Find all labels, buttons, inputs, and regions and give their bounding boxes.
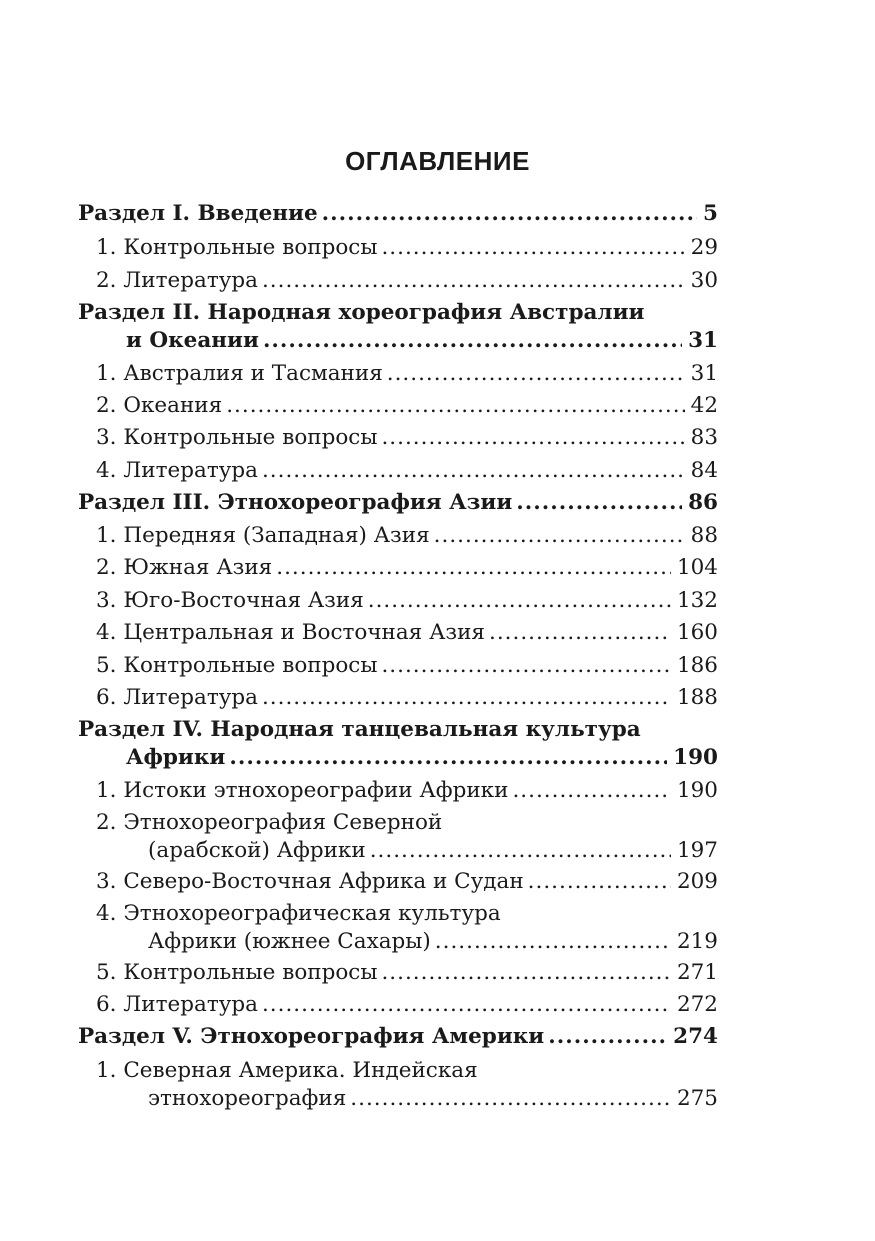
toc-page-number: 197 [676,838,718,863]
toc-entry-title: (арабской) Африки [148,838,366,863]
dot-leader [350,1083,671,1115]
dot-leader [262,682,671,714]
dot-leader [516,487,682,519]
toc-page-number: 275 [676,1086,718,1111]
toc-page-number: 29 [690,235,718,260]
toc-page-number: 219 [676,929,718,954]
toc-entry-title: 4. Этнохореографическая культура [96,901,501,926]
toc-entry-title: 6. Литература [96,992,258,1017]
toc-entry-title: Раздел V. Этнохореография Америки [78,1024,545,1049]
toc-page-number: 272 [676,992,718,1017]
toc-entry-title: 4. Литература [96,458,258,483]
toc-page-number: 190 [673,745,718,770]
dot-leader [381,650,670,682]
dot-leader [528,866,671,898]
toc-page-number: 84 [690,458,718,483]
toc-page-number: 190 [676,778,718,803]
toc-entry-title: 3. Северо-Восточная Африка и Судан [96,869,524,894]
toc-page-number: 132 [676,588,718,613]
toc-page-number: 42 [690,393,718,418]
dot-leader [263,325,682,357]
toc-entry-title: 1. Австралия и Тасмания [96,361,383,386]
dot-leader [434,520,685,552]
toc-page-number: 86 [688,490,718,515]
dot-leader [381,422,684,454]
toc-page-number: 209 [676,869,718,894]
dot-leader [226,390,684,422]
dot-leader [262,455,685,487]
toc-entry-title: этнохореография [148,1086,347,1111]
toc-entry-title: 2. Этнохореография Северной [96,810,443,835]
toc-page-number: 31 [688,328,718,353]
toc-page-number: 271 [676,960,718,985]
dot-leader [512,775,671,807]
toc-entry-title: 4. Центральная и Восточная Азия [96,620,485,645]
toc-entry-title: 1. Контрольные вопросы [96,235,378,260]
toc-entry-title: Раздел IV. Народная танцевальная культура [78,717,641,742]
dot-leader [435,926,671,958]
toc-entry-title: 3. Контрольные вопросы [96,425,378,450]
dot-leader [381,957,670,989]
toc-entry-title: 2. Литература [96,268,258,293]
toc-entry-title: 1. Северная Америка. Индейская [96,1058,478,1083]
toc-entry-title: Раздел II. Народная хореография Австралии [78,300,645,325]
dot-leader [262,265,685,297]
toc-page-number: 160 [676,620,718,645]
toc-entry-title: Африки [126,745,226,770]
toc-page-number: 104 [676,555,718,580]
toc-page-number: 30 [690,268,718,293]
dot-leader [548,1021,667,1053]
toc-entry-title: 2. Океания [96,393,223,418]
dot-leader [276,552,671,584]
toc-entry-title: Африки (южнее Сахары) [148,929,431,954]
toc-entry-title: и Океании [126,328,259,353]
toc-page-number: 274 [673,1024,718,1049]
toc-page-number: 31 [690,361,718,386]
toc-entry-title: 3. Юго-Восточная Азия [96,588,364,613]
dot-leader [381,232,684,264]
dot-leader [370,835,671,867]
toc-entry-title: 5. Контрольные вопросы [96,960,378,985]
toc-entry-title: 1. Истоки этнохореографии Африки [96,778,509,803]
toc-entry-title: Раздел I. Введение [78,201,318,226]
toc-page-number: 188 [676,685,718,710]
toc-page-number: 83 [690,425,718,450]
toc-entry-title: 6. Литература [96,685,258,710]
dot-leader [322,198,697,230]
toc-entry-title: Раздел III. Этнохореография Азии [78,490,513,515]
toc-page-number: 186 [676,653,718,678]
toc-heading: ОГЛАВЛЕНИЕ [345,146,530,176]
toc-page-number: 5 [703,201,718,226]
dot-leader [387,358,685,390]
dot-leader [229,742,667,774]
toc-page-number: 88 [690,523,718,548]
toc-entry-title: 2. Южная Азия [96,555,273,580]
toc-entry-title: 1. Передняя (Западная) Азия [96,523,430,548]
dot-leader [262,989,671,1021]
toc-entry-title: 5. Контрольные вопросы [96,653,378,678]
dot-leader [489,617,671,649]
dot-leader [368,585,671,617]
